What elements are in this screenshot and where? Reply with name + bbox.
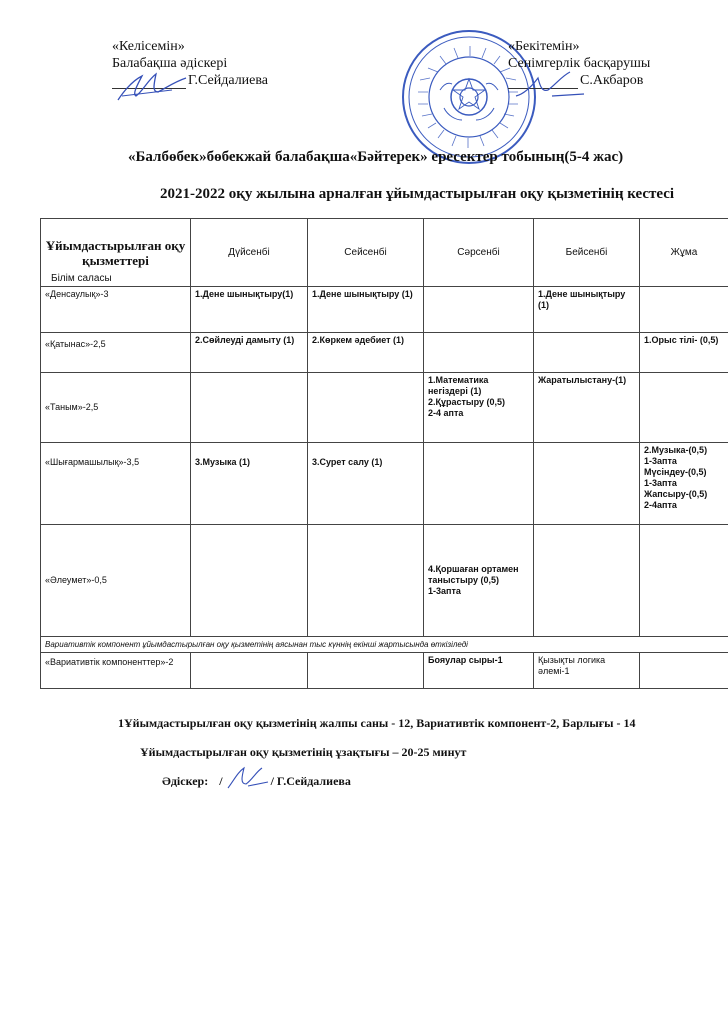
table-cell <box>191 653 308 689</box>
approval-left-name: Г.Сейдалиева <box>188 73 269 88</box>
document-title-line2: 2021-2022 оқу жылына арналған ұйымдастырылған оқу қызметінің кестесі <box>160 186 675 202</box>
header-day-friday: Жұма <box>640 219 728 287</box>
row-area-label: «Қатынас»-2,5 <box>41 333 191 373</box>
table-cell <box>424 333 534 373</box>
table-cell <box>191 373 308 443</box>
table-cell: 3.Сурет салу (1) <box>308 443 424 525</box>
variative-row <box>41 653 728 689</box>
table-row <box>41 443 728 525</box>
header-subarea-title: Білім саласы <box>51 273 112 284</box>
methodist-signature-line: Әдіскер: / / Г.Сейдалиева <box>162 774 351 788</box>
table-header-row <box>41 219 728 287</box>
table-cell <box>534 525 640 637</box>
summary-total-line: 1Ұйымдастырылған оқу қызметінің жалпы саны - 12, Вариативтік компонент-2, Барлығы - 14 <box>118 716 636 730</box>
table-cell: 1.Орыс тілі- (0,5) <box>640 333 728 373</box>
table-cell <box>640 373 728 443</box>
table-cell: Жаратылыстану-(1) <box>534 373 640 443</box>
table-row <box>41 373 728 443</box>
document-title-line1: «Балбөбек»бөбекжай балабақша«Бәйтерек» ересектер тобының(5-4 жас) <box>128 149 624 165</box>
table-cell <box>308 373 424 443</box>
row-area-label: «Денсаулық»-3 <box>41 287 191 333</box>
variative-note: Вариативтік компонент ұйымдастырылған оқу қызметінің аясынан тыс күннің екінші жартысында өткізіледі <box>41 637 728 653</box>
summary-duration-line: Ұйымдастырылған оқу қызметінің ұзақтығы – 20-25 минут <box>140 745 467 759</box>
approval-right-line2: Сенімгерлік басқарушы <box>508 56 651 71</box>
approval-right-name: С.Акбаров <box>580 73 644 88</box>
table-cell: 4.Қоршаған ортамен таныстыру (0,5) 1-3апта <box>424 525 534 637</box>
header-day-tuesday: Сейсенбі <box>308 219 424 287</box>
table-cell: 2.Музыка-(0,5) 1-3апта Мүсіндеу-(0,5) 1-3апта Жапсыру-(0,5) 2-4апта <box>640 443 728 525</box>
header-day-thursday: Бейсенбі <box>534 219 640 287</box>
table-cell: 3.Музыка (1) <box>191 443 308 525</box>
table-cell <box>640 525 728 637</box>
row-area-label: «Әлеумет»-0,5 <box>41 525 191 637</box>
table-cell: Қызықты логика әлемі-1 <box>534 653 640 689</box>
table-cell: 2.Сөйлеуді дамыту (1) <box>191 333 308 373</box>
table-cell: 1.Математика негіздері (1) 2.Құрастыру (0,5) 2-4 апта <box>424 373 534 443</box>
approval-left-line2: Балабақша әдіскері <box>112 56 228 71</box>
table-cell <box>534 333 640 373</box>
table-row <box>41 525 728 637</box>
table-row <box>41 333 728 373</box>
handwritten-signature-right <box>512 66 592 106</box>
table-row <box>41 287 728 333</box>
table-cell <box>191 525 308 637</box>
table-cell <box>308 653 424 689</box>
table-cell: 1.Дене шынықтыру (1) <box>308 287 424 333</box>
table-cell <box>424 443 534 525</box>
variative-note-row <box>41 637 728 653</box>
row-area-label: «Шығармашылық»-3,5 <box>41 443 191 525</box>
handwritten-signature-left <box>112 66 192 106</box>
table-cell <box>640 653 728 689</box>
header-area-title: Ұйымдастырылған оқу қызметтері <box>45 237 186 268</box>
table-cell: Бояулар сыры-1 <box>424 653 534 689</box>
handwritten-signature-bottom <box>224 764 272 792</box>
table-cell <box>640 287 728 333</box>
table-cell <box>534 443 640 525</box>
variative-area-label: «Вариативтік компоненттер»-2 <box>41 653 191 689</box>
table-cell: 2.Көркем әдебиет (1) <box>308 333 424 373</box>
header-day-monday: Дүйсенбі <box>191 219 308 287</box>
table-cell <box>308 525 424 637</box>
row-area-label: «Таным»-2,5 <box>41 373 191 443</box>
header-day-wednesday: Сәрсенбі <box>424 219 534 287</box>
approval-right-line1: «Бекітемін» <box>508 39 580 54</box>
table-cell <box>424 287 534 333</box>
table-cell: 1.Дене шынықтыру (1) <box>534 287 640 333</box>
table-cell: 1.Дене шынықтыру(1) <box>191 287 308 333</box>
header-area-cell <box>41 219 191 287</box>
methodist-label: Әдіскер: <box>162 774 209 788</box>
approval-left-line1: «Келісемін» <box>112 39 185 54</box>
methodist-name: Г.Сейдалиева <box>276 774 351 788</box>
schedule-table <box>40 218 728 689</box>
